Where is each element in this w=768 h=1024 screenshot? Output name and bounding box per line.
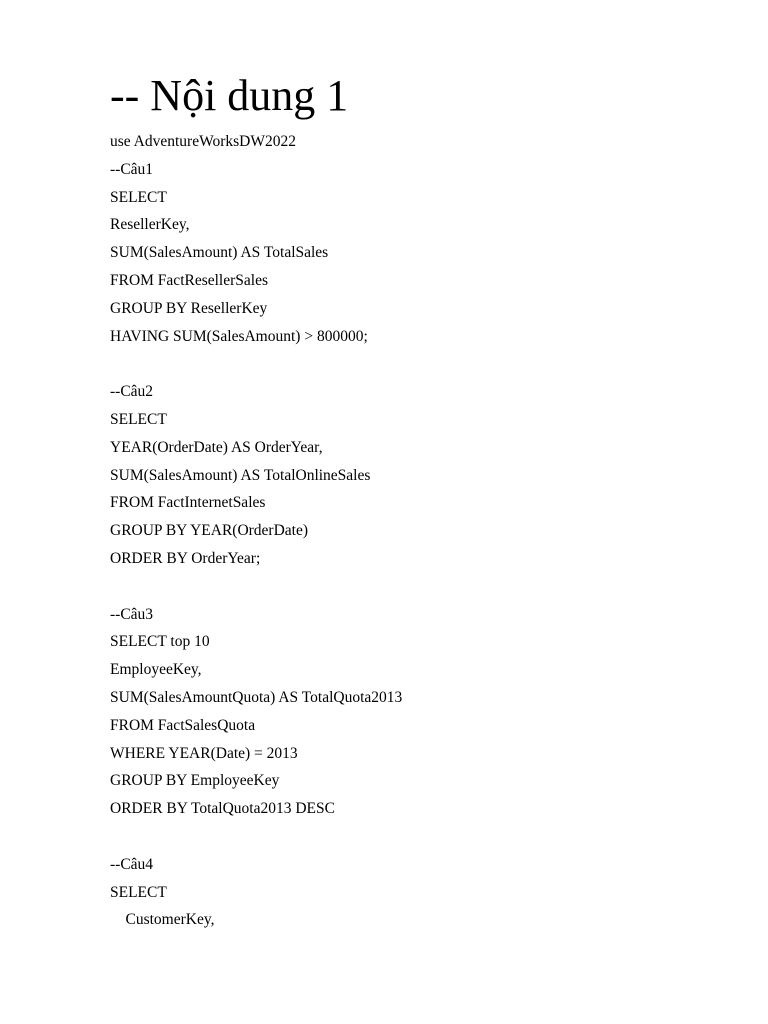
code-line: --Câu1: [110, 160, 154, 178]
code-line: FROM FactSalesQuota: [110, 716, 256, 734]
code-line: --Câu2: [110, 383, 154, 401]
code-line: --Câu3: [110, 605, 154, 623]
code-line: SELECT: [110, 188, 167, 206]
code-line: ORDER BY TotalQuota2013 DESC: [110, 800, 335, 818]
code-line: SELECT: [110, 410, 167, 428]
code-line: SUM(SalesAmount) AS TotalSales: [110, 244, 329, 262]
code-line: GROUP BY YEAR(OrderDate): [110, 522, 309, 540]
sql-code-block: [110, 128, 730, 934]
code-line: YEAR(OrderDate) AS OrderYear,: [110, 438, 323, 456]
blank-line: [110, 573, 730, 601]
code-line: EmployeeKey,: [110, 661, 202, 679]
code-line: SELECT: [110, 883, 167, 901]
document-title: -- Nội dung 1: [110, 71, 349, 120]
blank-line: [110, 350, 730, 378]
code-line: ResellerKey,: [110, 216, 190, 234]
code-line: SELECT top 10: [110, 633, 210, 651]
code-line: CustomerKey,: [110, 911, 215, 929]
code-line: SUM(SalesAmountQuota) AS TotalQuota2013: [110, 688, 403, 706]
blank-line: [110, 823, 730, 851]
code-line: FROM FactResellerSales: [110, 271, 268, 289]
code-line: use AdventureWorksDW2022: [110, 133, 297, 150]
code-line: --Câu4: [110, 855, 154, 873]
code-line: SUM(SalesAmount) AS TotalOnlineSales: [110, 466, 371, 484]
code-line: GROUP BY EmployeeKey: [110, 772, 280, 790]
code-line: HAVING SUM(SalesAmount) > 800000;: [110, 327, 368, 345]
code-line: ORDER BY OrderYear;: [110, 549, 261, 567]
code-line: FROM FactInternetSales: [110, 494, 266, 512]
code-line: GROUP BY ResellerKey: [110, 299, 268, 317]
code-line: WHERE YEAR(Date) = 2013: [110, 744, 298, 762]
